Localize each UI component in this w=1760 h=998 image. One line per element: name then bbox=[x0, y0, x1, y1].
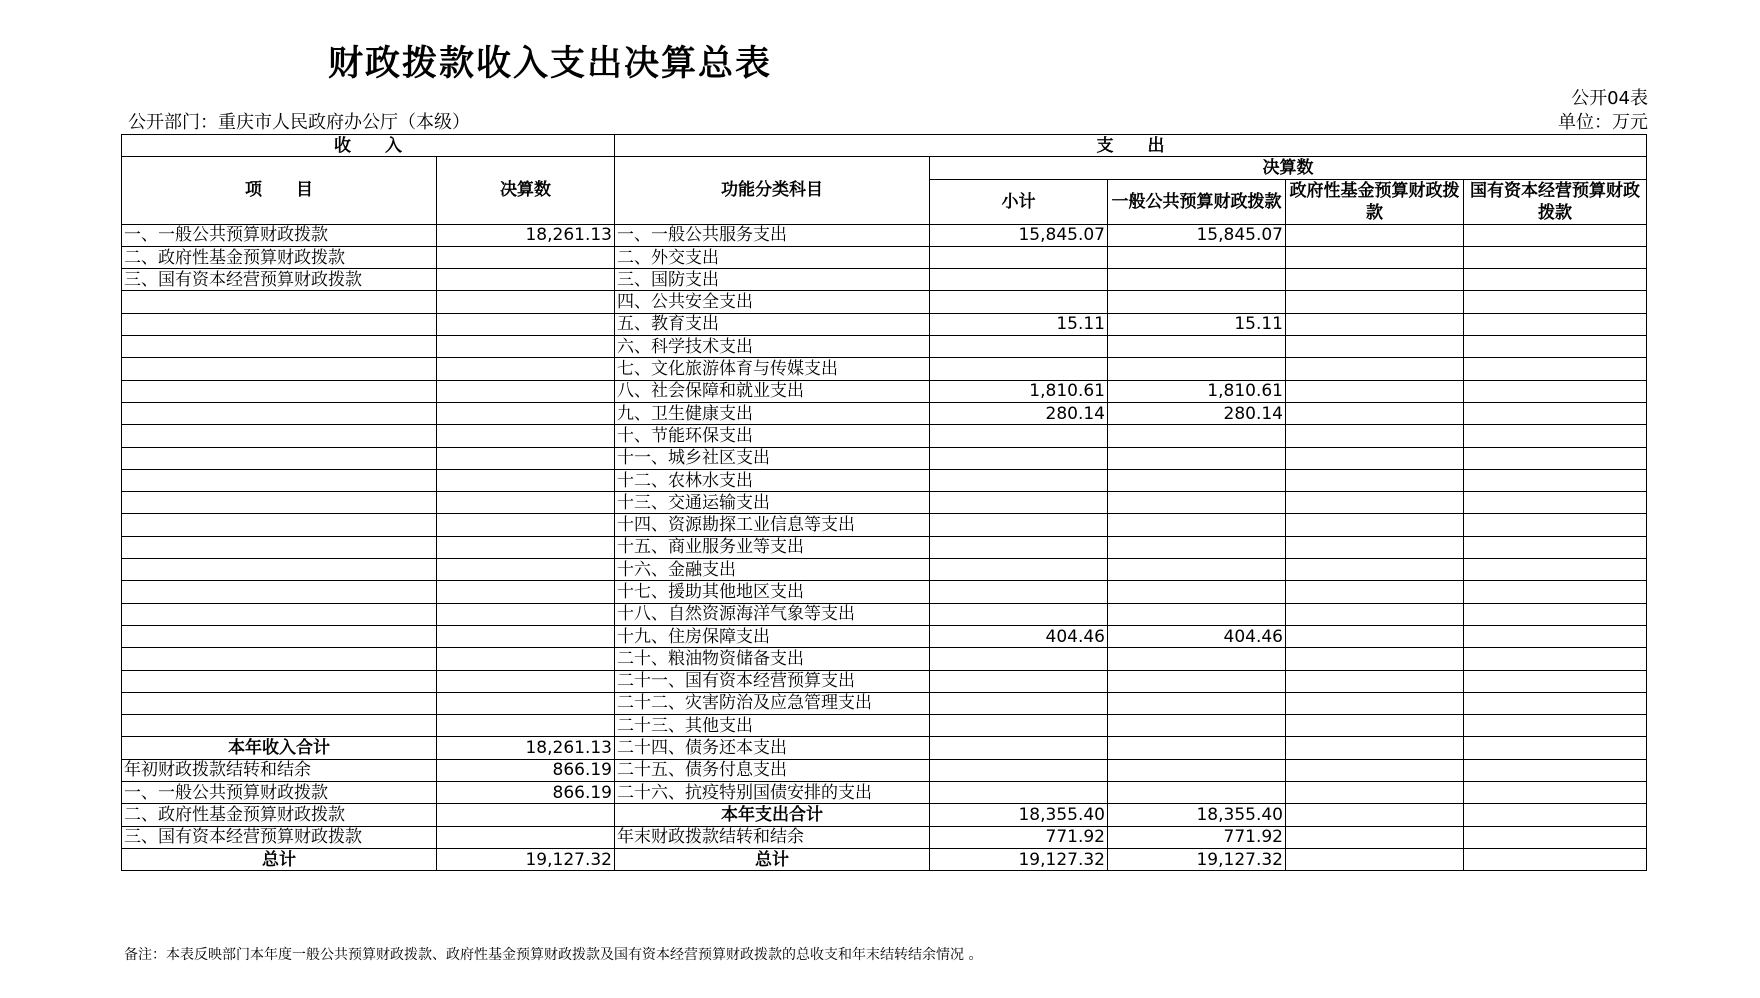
income-item-cell: 本年收入合计 bbox=[122, 737, 437, 759]
income-item-cell bbox=[122, 581, 437, 603]
state-capital-cell bbox=[1464, 625, 1647, 647]
general-budget-cell bbox=[1108, 603, 1286, 625]
income-item-cell: 一、一般公共预算财政拨款 bbox=[122, 782, 437, 804]
state-capital-cell bbox=[1464, 648, 1647, 670]
table-row bbox=[122, 581, 1647, 603]
subtotal-cell bbox=[930, 536, 1108, 558]
table-row bbox=[122, 536, 1647, 558]
gov-fund-cell bbox=[1286, 358, 1464, 380]
expense-category-cell: 七、文化旅游体育与传媒支出 bbox=[615, 358, 930, 380]
income-item-cell bbox=[122, 447, 437, 469]
gov-fund-cell bbox=[1286, 759, 1464, 781]
gov-fund-cell bbox=[1286, 536, 1464, 558]
gov-fund-cell bbox=[1286, 469, 1464, 491]
table-row bbox=[122, 848, 1647, 870]
income-item-cell bbox=[122, 692, 437, 714]
income-item-cell: 一、一般公共预算财政拨款 bbox=[122, 224, 437, 246]
income-item-cell bbox=[122, 291, 437, 313]
subtotal-cell: 18,355.40 bbox=[930, 804, 1108, 826]
table-row bbox=[122, 469, 1647, 491]
gov-fund-cell bbox=[1286, 492, 1464, 514]
gov-fund-header: 政府性基金预算财政拨款 bbox=[1286, 179, 1464, 224]
expense-category-cell: 二十六、抗疫特别国债安排的支出 bbox=[615, 782, 930, 804]
income-item-cell: 年初财政拨款结转和结余 bbox=[122, 759, 437, 781]
subtotal-cell bbox=[930, 269, 1108, 291]
expense-category-cell: 十九、住房保障支出 bbox=[615, 625, 930, 647]
income-amount-cell bbox=[437, 447, 615, 469]
state-capital-cell bbox=[1464, 715, 1647, 737]
subtotal-cell: 19,127.32 bbox=[930, 848, 1108, 870]
income-item-cell bbox=[122, 380, 437, 402]
income-item-cell: 二、政府性基金预算财政拨款 bbox=[122, 246, 437, 268]
expense-category-cell: 二十四、债务还本支出 bbox=[615, 737, 930, 759]
income-amount-cell: 18,261.13 bbox=[437, 737, 615, 759]
income-header: 收 入 bbox=[122, 135, 615, 157]
gov-fund-cell bbox=[1286, 224, 1464, 246]
gov-fund-cell bbox=[1286, 514, 1464, 536]
subtotal-cell bbox=[930, 603, 1108, 625]
income-item-cell bbox=[122, 469, 437, 491]
state-capital-cell bbox=[1464, 224, 1647, 246]
table-row bbox=[122, 625, 1647, 647]
table-row bbox=[122, 759, 1647, 781]
income-amount-cell: 18,261.13 bbox=[437, 224, 615, 246]
general-budget-cell bbox=[1108, 492, 1286, 514]
page-title: 财政拨款收入支出决算总表 bbox=[327, 44, 772, 84]
table-row bbox=[122, 648, 1647, 670]
subtotal-cell: 280.14 bbox=[930, 402, 1108, 424]
table-row bbox=[122, 291, 1647, 313]
income-item-cell bbox=[122, 514, 437, 536]
general-budget-cell bbox=[1108, 559, 1286, 581]
income-item-cell bbox=[122, 559, 437, 581]
gov-fund-cell bbox=[1286, 380, 1464, 402]
expense-category-cell: 本年支出合计 bbox=[615, 804, 930, 826]
table-row bbox=[122, 246, 1647, 268]
income-item-cell bbox=[122, 358, 437, 380]
gov-fund-cell bbox=[1286, 581, 1464, 603]
state-capital-cell bbox=[1464, 737, 1647, 759]
subtotal-header: 小计 bbox=[930, 179, 1108, 224]
expense-category-cell: 十六、金融支出 bbox=[615, 559, 930, 581]
subtotal-cell bbox=[930, 692, 1108, 714]
gov-fund-cell bbox=[1286, 648, 1464, 670]
income-item-cell: 二、政府性基金预算财政拨款 bbox=[122, 804, 437, 826]
subtotal-cell bbox=[930, 670, 1108, 692]
subtotal-cell bbox=[930, 492, 1108, 514]
subtotal-cell: 771.92 bbox=[930, 826, 1108, 848]
gov-fund-cell bbox=[1286, 670, 1464, 692]
general-budget-cell bbox=[1108, 670, 1286, 692]
income-amount-cell bbox=[437, 692, 615, 714]
general-budget-cell bbox=[1108, 336, 1286, 358]
general-budget-cell bbox=[1108, 269, 1286, 291]
income-amount-cell bbox=[437, 603, 615, 625]
expense-category-cell: 八、社会保障和就业支出 bbox=[615, 380, 930, 402]
gov-fund-cell bbox=[1286, 804, 1464, 826]
general-budget-header: 一般公共预算财政拨款 bbox=[1108, 179, 1286, 224]
income-item-cell bbox=[122, 625, 437, 647]
table-row bbox=[122, 447, 1647, 469]
general-budget-cell bbox=[1108, 425, 1286, 447]
expense-category-cell: 四、公共安全支出 bbox=[615, 291, 930, 313]
income-amount-cell bbox=[437, 670, 615, 692]
expense-category-cell: 二、外交支出 bbox=[615, 246, 930, 268]
income-amount-cell bbox=[437, 380, 615, 402]
table-row bbox=[122, 670, 1647, 692]
subtotal-cell bbox=[930, 715, 1108, 737]
table-row bbox=[122, 380, 1647, 402]
expense-category-cell: 十八、自然资源海洋气象等支出 bbox=[615, 603, 930, 625]
subtotal-cell bbox=[930, 447, 1108, 469]
table-row bbox=[122, 336, 1647, 358]
table-row bbox=[122, 402, 1647, 424]
general-budget-cell: 404.46 bbox=[1108, 625, 1286, 647]
expense-category-cell: 五、教育支出 bbox=[615, 313, 930, 335]
expense-category-cell: 十一、城乡社区支出 bbox=[615, 447, 930, 469]
subtotal-cell bbox=[930, 358, 1108, 380]
table-row bbox=[122, 425, 1647, 447]
form-number: 公开04表 bbox=[1571, 88, 1648, 109]
subtotal-cell bbox=[930, 782, 1108, 804]
income-item-cell bbox=[122, 648, 437, 670]
state-capital-cell bbox=[1464, 603, 1647, 625]
gov-fund-cell bbox=[1286, 737, 1464, 759]
general-budget-cell bbox=[1108, 759, 1286, 781]
income-item-cell bbox=[122, 670, 437, 692]
general-budget-cell bbox=[1108, 715, 1286, 737]
income-amount-cell bbox=[437, 826, 615, 848]
income-amount-cell: 866.19 bbox=[437, 782, 615, 804]
subtotal-cell: 404.46 bbox=[930, 625, 1108, 647]
income-item-cell bbox=[122, 536, 437, 558]
subtotal-cell: 1,810.61 bbox=[930, 380, 1108, 402]
subtotal-cell bbox=[930, 469, 1108, 491]
subtotal-cell bbox=[930, 425, 1108, 447]
general-budget-cell bbox=[1108, 514, 1286, 536]
state-capital-cell bbox=[1464, 848, 1647, 870]
state-capital-cell bbox=[1464, 782, 1647, 804]
expense-category-cell: 二十五、债务付息支出 bbox=[615, 759, 930, 781]
table-row bbox=[122, 358, 1647, 380]
gov-fund-cell bbox=[1286, 246, 1464, 268]
table-row bbox=[122, 492, 1647, 514]
general-budget-cell: 15,845.07 bbox=[1108, 224, 1286, 246]
state-capital-cell bbox=[1464, 804, 1647, 826]
table-row bbox=[122, 782, 1647, 804]
gov-fund-cell bbox=[1286, 402, 1464, 424]
general-budget-cell bbox=[1108, 782, 1286, 804]
expense-category-cell: 十三、交通运输支出 bbox=[615, 492, 930, 514]
subtotal-cell bbox=[930, 336, 1108, 358]
gov-fund-cell bbox=[1286, 425, 1464, 447]
state-capital-cell bbox=[1464, 291, 1647, 313]
state-capital-cell bbox=[1464, 402, 1647, 424]
income-amount-header: 决算数 bbox=[437, 157, 615, 224]
table-row bbox=[122, 715, 1647, 737]
item-header: 项 目 bbox=[122, 157, 437, 224]
state-capital-cell bbox=[1464, 447, 1647, 469]
finance-table bbox=[121, 134, 1647, 871]
expense-category-cell: 一、一般公共服务支出 bbox=[615, 224, 930, 246]
table-row bbox=[122, 269, 1647, 291]
income-amount-cell: 866.19 bbox=[437, 759, 615, 781]
table-row bbox=[122, 826, 1647, 848]
general-budget-cell bbox=[1108, 737, 1286, 759]
state-capital-cell bbox=[1464, 670, 1647, 692]
gov-fund-cell bbox=[1286, 559, 1464, 581]
general-budget-cell: 15.11 bbox=[1108, 313, 1286, 335]
general-budget-cell bbox=[1108, 291, 1286, 313]
expense-category-cell: 十二、农林水支出 bbox=[615, 469, 930, 491]
state-capital-cell bbox=[1464, 826, 1647, 848]
state-capital-cell bbox=[1464, 380, 1647, 402]
general-budget-cell: 771.92 bbox=[1108, 826, 1286, 848]
income-item-cell bbox=[122, 425, 437, 447]
expense-category-cell: 十四、资源勘探工业信息等支出 bbox=[615, 514, 930, 536]
gov-fund-cell bbox=[1286, 313, 1464, 335]
gov-fund-cell bbox=[1286, 715, 1464, 737]
general-budget-cell: 18,355.40 bbox=[1108, 804, 1286, 826]
state-capital-cell bbox=[1464, 469, 1647, 491]
general-budget-cell bbox=[1108, 692, 1286, 714]
subtotal-cell bbox=[930, 648, 1108, 670]
general-budget-cell: 19,127.32 bbox=[1108, 848, 1286, 870]
gov-fund-cell bbox=[1286, 269, 1464, 291]
expense-category-cell: 三、国防支出 bbox=[615, 269, 930, 291]
income-item-cell bbox=[122, 336, 437, 358]
state-capital-cell bbox=[1464, 559, 1647, 581]
gov-fund-cell bbox=[1286, 625, 1464, 647]
state-capital-cell bbox=[1464, 313, 1647, 335]
subtotal-cell bbox=[930, 737, 1108, 759]
general-budget-cell bbox=[1108, 536, 1286, 558]
general-budget-cell bbox=[1108, 581, 1286, 603]
gov-fund-cell bbox=[1286, 603, 1464, 625]
income-amount-cell bbox=[437, 492, 615, 514]
subtotal-cell bbox=[930, 291, 1108, 313]
table-row bbox=[122, 737, 1647, 759]
expense-category-cell: 二十、粮油物资储备支出 bbox=[615, 648, 930, 670]
income-amount-cell: 19,127.32 bbox=[437, 848, 615, 870]
state-capital-cell bbox=[1464, 425, 1647, 447]
gov-fund-cell bbox=[1286, 291, 1464, 313]
state-capital-cell bbox=[1464, 581, 1647, 603]
income-item-cell: 三、国有资本经营预算财政拨款 bbox=[122, 826, 437, 848]
expense-category-cell: 十、节能环保支出 bbox=[615, 425, 930, 447]
state-capital-cell bbox=[1464, 492, 1647, 514]
income-item-cell bbox=[122, 313, 437, 335]
table-row bbox=[122, 559, 1647, 581]
expense-category-cell: 年末财政拨款结转和结余 bbox=[615, 826, 930, 848]
state-capital-cell bbox=[1464, 336, 1647, 358]
expense-category-cell: 二十三、其他支出 bbox=[615, 715, 930, 737]
footnote: 备注：本表反映部门本年度一般公共预算财政拨款、政府性基金预算财政拨款及国有资本经营预算财政拨款的总收支和年末结转结余情况 。 bbox=[124, 947, 983, 963]
income-item-cell bbox=[122, 402, 437, 424]
income-item-cell: 三、国有资本经营预算财政拨款 bbox=[122, 269, 437, 291]
income-item-cell bbox=[122, 715, 437, 737]
income-amount-cell bbox=[437, 425, 615, 447]
income-item-cell bbox=[122, 492, 437, 514]
income-amount-cell bbox=[437, 715, 615, 737]
subtotal-cell bbox=[930, 514, 1108, 536]
income-amount-cell bbox=[437, 358, 615, 380]
income-amount-cell bbox=[437, 581, 615, 603]
expense-category-cell: 二十一、国有资本经营预算支出 bbox=[615, 670, 930, 692]
subtotal-cell bbox=[930, 246, 1108, 268]
expense-header: 支 出 bbox=[615, 135, 1647, 157]
expense-category-cell: 十五、商业服务业等支出 bbox=[615, 536, 930, 558]
expense-category-cell: 二十二、灾害防治及应急管理支出 bbox=[615, 692, 930, 714]
state-capital-header: 国有资本经营预算财政拨款 bbox=[1464, 179, 1647, 224]
table-row bbox=[122, 224, 1647, 246]
income-amount-cell bbox=[437, 336, 615, 358]
gov-fund-cell bbox=[1286, 826, 1464, 848]
state-capital-cell bbox=[1464, 759, 1647, 781]
income-amount-cell bbox=[437, 469, 615, 491]
general-budget-cell bbox=[1108, 246, 1286, 268]
expense-category-cell: 六、科学技术支出 bbox=[615, 336, 930, 358]
income-amount-cell bbox=[437, 402, 615, 424]
income-amount-cell bbox=[437, 625, 615, 647]
general-budget-cell bbox=[1108, 447, 1286, 469]
general-budget-cell bbox=[1108, 358, 1286, 380]
gov-fund-cell bbox=[1286, 782, 1464, 804]
subtotal-cell bbox=[930, 559, 1108, 581]
subtotal-cell bbox=[930, 759, 1108, 781]
subtotal-cell: 15.11 bbox=[930, 313, 1108, 335]
general-budget-cell bbox=[1108, 648, 1286, 670]
table-row bbox=[122, 804, 1647, 826]
income-amount-cell bbox=[437, 648, 615, 670]
income-amount-cell bbox=[437, 559, 615, 581]
general-budget-cell: 280.14 bbox=[1108, 402, 1286, 424]
department-label: 公开部门：重庆市人民政府办公厅（本级） bbox=[128, 112, 470, 133]
income-amount-cell bbox=[437, 291, 615, 313]
expense-category-cell: 总计 bbox=[615, 848, 930, 870]
table-row bbox=[122, 692, 1647, 714]
gov-fund-cell bbox=[1286, 336, 1464, 358]
table-row bbox=[122, 313, 1647, 335]
income-amount-cell bbox=[437, 246, 615, 268]
state-capital-cell bbox=[1464, 692, 1647, 714]
expense-category-cell: 十七、援助其他地区支出 bbox=[615, 581, 930, 603]
state-capital-cell bbox=[1464, 358, 1647, 380]
income-item-cell bbox=[122, 603, 437, 625]
income-amount-cell bbox=[437, 804, 615, 826]
function-category-header: 功能分类科目 bbox=[615, 157, 930, 224]
gov-fund-cell bbox=[1286, 692, 1464, 714]
state-capital-cell bbox=[1464, 514, 1647, 536]
gov-fund-cell bbox=[1286, 447, 1464, 469]
subtotal-cell bbox=[930, 581, 1108, 603]
gov-fund-cell bbox=[1286, 848, 1464, 870]
expense-category-cell: 九、卫生健康支出 bbox=[615, 402, 930, 424]
income-amount-cell bbox=[437, 514, 615, 536]
income-item-cell: 总计 bbox=[122, 848, 437, 870]
income-amount-cell bbox=[437, 313, 615, 335]
general-budget-cell bbox=[1108, 469, 1286, 491]
subtotal-cell: 15,845.07 bbox=[930, 224, 1108, 246]
state-capital-cell bbox=[1464, 269, 1647, 291]
final-amount-group-header: 决算数 bbox=[930, 157, 1647, 179]
table-row bbox=[122, 514, 1647, 536]
state-capital-cell bbox=[1464, 536, 1647, 558]
income-amount-cell bbox=[437, 536, 615, 558]
general-budget-cell: 1,810.61 bbox=[1108, 380, 1286, 402]
income-amount-cell bbox=[437, 269, 615, 291]
table-row bbox=[122, 603, 1647, 625]
unit-label: 单位：万元 bbox=[1558, 112, 1648, 133]
state-capital-cell bbox=[1464, 246, 1647, 268]
